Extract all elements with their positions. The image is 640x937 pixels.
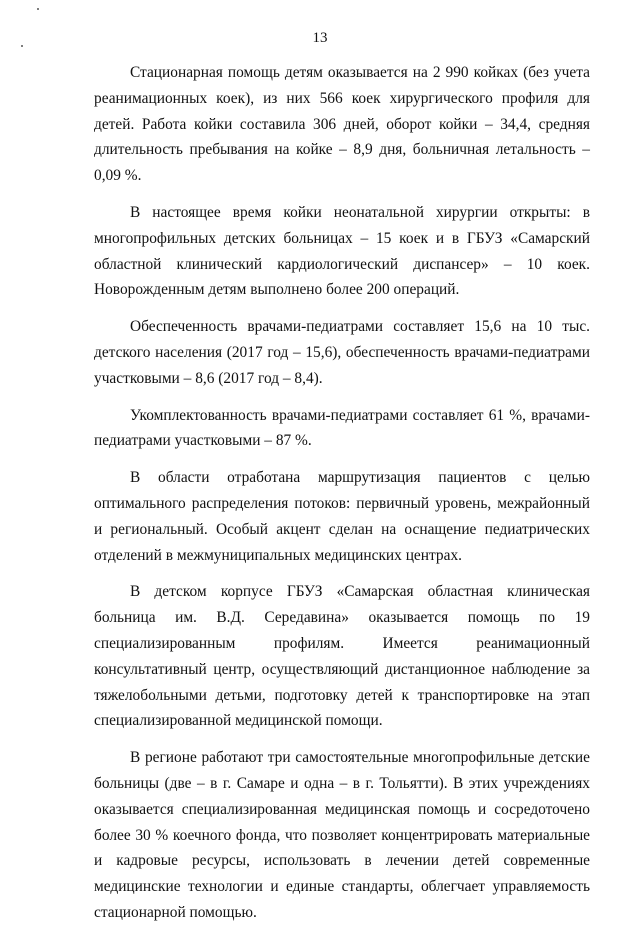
page-number: 13 bbox=[312, 30, 328, 46]
paragraph-patient-routing: В области отработана маршрутизация пациентов с целью оптимального распределения потоков: первичный уровень, межрайонный и региональный. Особый акцент сделан на оснащение педиатрических отделений в межмуниципальных медицинских центрах. bbox=[94, 469, 590, 564]
paragraph-neonatal-surgery: В настоящее время койки неонатальной хирургии открыты: в многопрофильных детских больницах – 15 коек и в ГБУЗ «Самарский областной клинический кардиологический диспансер» – 10 коек. Новорожденным детям выполнено более 200 операций. bbox=[94, 203, 590, 299]
paragraph-inpatient-care: Стационарная помощь детям оказывается на 2 990 койках (без учета реанимационных коек), из них 566 коек хирургического профиля для детей. Работа койки составила 306 дней, оборот койки – 34,4, средняя длительность пребывания на койке – 8,9 дня, больничная летальность – 0,09 %. bbox=[94, 64, 590, 185]
paragraph-pediatrician-availability: Обеспеченность врачами-педиатрами составляет 15,6 на 10 тыс. детского населения (2017 год – 15,6), обеспеченность врачами-педиатрами участковыми – 8,6 (2017 год – 8,4). bbox=[94, 318, 590, 387]
paragraph-regional-hospitals: В регионе работают три самостоятельные многопрофильные детские больницы (две – в г. Самаре и одна – в г. Тольятти). В этих учреждениях оказывается специализированная медицинская помощь и сосредоточено более 30 % коечного фонда, что позволяет концентрировать материальные и кадровые ресурсы, использовать в лечении детей современные медицинские технологии и единые стандарты, облегчает управляемость стационарной помощью. bbox=[94, 749, 590, 921]
document-body bbox=[94, 60, 590, 937]
scan-speck bbox=[37, 8, 39, 10]
paragraph-childrens-building: В детском корпусе ГБУЗ «Самарская областная клиническая больница им. В.Д. Середавина» оказывается помощь по 19 специализированным профилям. Имеется реанимационный консультативный центр, осуществляющий дистанционное наблюдение за тяжелобольными детьми, подготовку детей к транспортировке на этап специализированной медицинской помощи. bbox=[94, 583, 590, 730]
paragraph-staffing-level: Укомплектованность врачами-педиатрами составляет 61 %, врачами-педиатрами участковыми – 87 %. bbox=[94, 406, 590, 450]
